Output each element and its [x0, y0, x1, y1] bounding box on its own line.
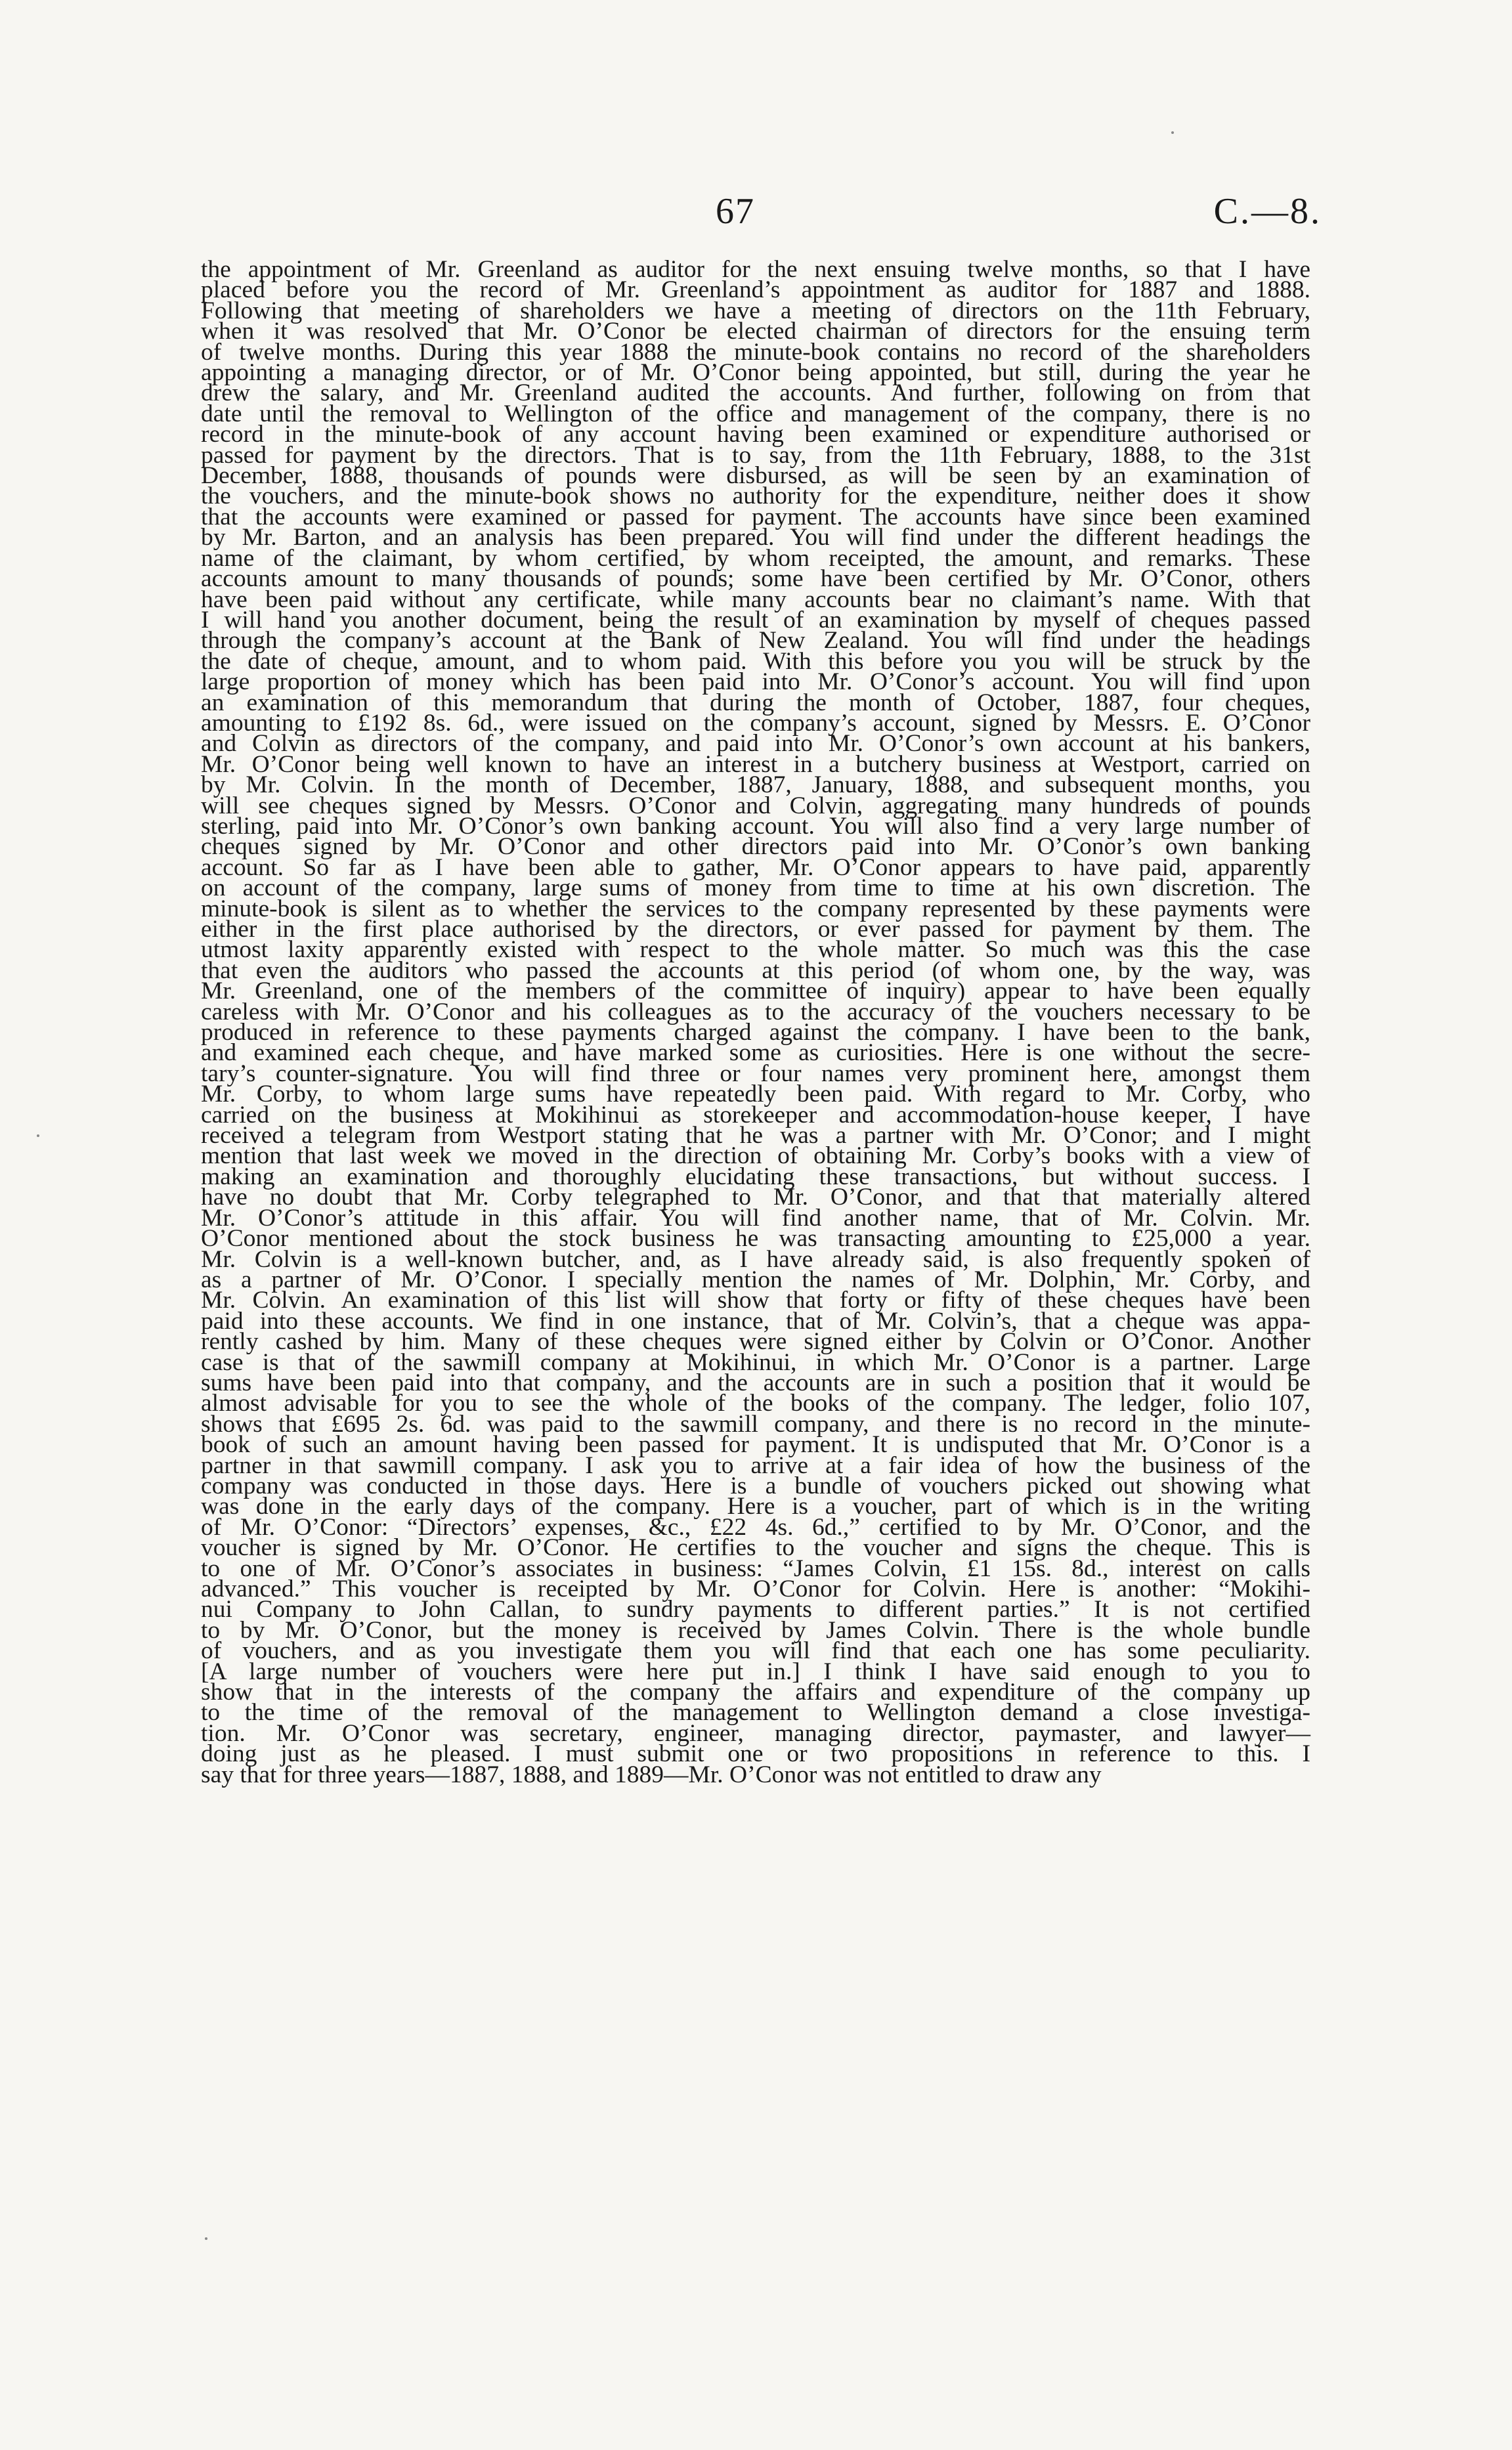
text-line: record in the minute-book of any account having been examined or expenditure authorised or: [201, 421, 1310, 448]
text-line: voucher is signed by Mr. O’Conor. He certifies to the voucher and signs the cheque. This is: [201, 1534, 1310, 1562]
text-line: have no doubt that Mr. Corby telegraphed to Mr. O’Conor, and that that materially altered: [201, 1184, 1310, 1211]
text-line: of Mr. O’Conor: “Directors’ expenses, &c., £22 4s. 6d.,” certified to by Mr. O’Conor, and the: [201, 1513, 1310, 1541]
text-line: drew the salary, and Mr. Greenland audited the accounts. And further, following on from that: [201, 379, 1310, 407]
text-line: that the accounts were examined or passed for payment. The accounts have since been examined: [201, 503, 1310, 530]
scan-speck: [37, 1134, 39, 1137]
text-line: utmost laxity apparently existed with respect to the whole matter. So much was this the case: [201, 936, 1310, 964]
text-line: account. So far as I have been able to gather, Mr. O’Conor appears to have paid, apparently: [201, 853, 1310, 881]
text-line: appointing a managing director, or of Mr. O’Conor being appointed, but still, during the year he: [201, 359, 1310, 387]
text-line: and Colvin as directors of the company, and paid into Mr. O’Conor’s own account at his bankers,: [201, 730, 1310, 758]
text-line: when it was resolved that Mr. O’Conor be elected chairman of directors for the ensuing term: [201, 318, 1310, 345]
text-line: I will hand you another document, being the result of an examination by myself of cheques passed: [201, 606, 1310, 634]
text-line: either in the first place authorised by the directors, or ever passed for payment by them. The: [201, 916, 1310, 943]
text-line: and examined each cheque, and have marked some as curiosities. Here is one without the secre-: [201, 1039, 1310, 1067]
text-line: sums have been paid into that company, and the accounts are in such a position that it would be: [201, 1369, 1310, 1396]
text-line: date until the removal to Wellington of the office and management of the company, there is no: [201, 400, 1310, 427]
text-line: Following that meeting of shareholders we have a meeting of directors on the 11th February,: [201, 297, 1310, 324]
text-line: [A large number of vouchers were here put in.] I think I have said enough to you to: [201, 1658, 1310, 1685]
text-line: of twelve months. During this year 1888 the minute-book contains no record of the shareholders: [201, 338, 1310, 366]
text-line: cheques signed by Mr. O’Conor and other directors paid into Mr. O’Conor’s own banking: [201, 833, 1310, 861]
text-line: to one of Mr. O’Conor’s associates in business: “James Colvin, £1 15s. 8d., interest on calls: [201, 1555, 1310, 1582]
text-line: Mr. O’Conor being well known to have an interest in a butchery business at Westport, carried on: [201, 750, 1310, 778]
text-line: the date of cheque, amount, and to whom paid. With this before you you will be struck by the: [201, 647, 1310, 675]
text-line: an examination of this memorandum that during the month of October, 1887, four cheques,: [201, 689, 1310, 716]
text-line: Mr. Colvin. An examination of this list will show that forty or fifty of these cheques have been: [201, 1287, 1310, 1314]
text-line: making an examination and thoroughly elucidating these transactions, but without success. I: [201, 1163, 1310, 1190]
body-text: [201, 256, 1310, 1788]
text-line: show that in the interests of the company the affairs and expenditure of the company up: [201, 1679, 1310, 1706]
text-line: by Mr. Colvin. In the month of December, 1887, January, 1888, and subsequent months, you: [201, 771, 1310, 799]
text-line: name of the claimant, by whom certified, by whom receipted, the amount, and remarks. These: [201, 544, 1310, 572]
text-line: was done in the early days of the company. Here is a voucher, part of which is in the writing: [201, 1493, 1310, 1520]
text-line: Mr. O’Conor’s attitude in this affair. You will find another name, that of Mr. Colvin. Mr.: [201, 1204, 1310, 1232]
scan-speck: [205, 2237, 207, 2240]
text-line: O’Conor mentioned about the stock business he was transacting amounting to £25,000 a year.: [201, 1225, 1310, 1253]
text-line: advanced.” This voucher is receipted by Mr. O’Conor for Colvin. Here is another: “Mokihi-: [201, 1576, 1310, 1602]
text-line: careless with Mr. O’Conor and his colleagues as to the accuracy of the vouchers necessary to be: [201, 998, 1310, 1025]
text-line: case is that of the sawmill company at Mokihinui, in which Mr. O’Conor is a partner. Large: [201, 1348, 1310, 1376]
text-line: the vouchers, and the minute-book shows no authority for the expenditure, neither does it show: [201, 483, 1310, 510]
text-line: large proportion of money which has been paid into Mr. O’Conor’s account. You will find upon: [201, 668, 1310, 696]
text-line: Mr. Greenland, one of the members of the committee of inquiry) appear to have been equally: [201, 978, 1310, 1005]
text-line: December, 1888, thousands of pounds were disbursed, as will be seen by an examination of: [201, 462, 1310, 490]
text-line: placed before you the record of Mr. Greenland’s appointment as auditor for 1887 and 1888.: [201, 276, 1310, 304]
text-line: shows that £695 2s. 6d. was paid to the sawmill company, and there is no record in the minute-: [201, 1410, 1310, 1438]
text-line: will see cheques signed by Messrs. O’Conor and Colvin, aggregating many hundreds of pounds: [201, 792, 1310, 819]
text-line: carried on the business at Mokihinui as storekeeper and accommodation-house keeper, I have: [201, 1101, 1310, 1128]
text-line: on account of the company, large sums of money from time to time at his own discretion. The: [201, 874, 1310, 902]
text-line: as a partner of Mr. O’Conor. I specially mention the names of Mr. Dolphin, Mr. Corby, and: [201, 1266, 1310, 1293]
text-line: by Mr. Barton, and an analysis has been prepared. You will find under the different headings the: [201, 524, 1310, 551]
text-line: to by Mr. O’Conor, but the money is received by James Colvin. There is the whole bundle: [201, 1616, 1310, 1644]
text-line: accounts amount to many thousands of pounds; some have been certified by Mr. O’Conor, others: [201, 565, 1310, 593]
text-line: tary’s counter-signature. You will find three or four names very prominent here, amongst them: [201, 1060, 1310, 1087]
text-line: produced in reference to these payments charged against the company. I have been to the bank,: [201, 1019, 1310, 1046]
text-line: Mr. Colvin is a well-known butcher, and, as I have already said, is also frequently spoken of: [201, 1245, 1310, 1273]
text-line: paid into these accounts. We find in one instance, that of Mr. Colvin’s, that a cheque was appa-: [201, 1307, 1310, 1335]
document-code: C.—8.: [1213, 191, 1322, 232]
text-line: doing just as he pleased. I must submit one or two propositions in reference to this. I: [201, 1740, 1310, 1768]
text-line: tion. Mr. O’Conor was secretary, engineer, managing director, paymaster, and lawyer—: [201, 1719, 1310, 1747]
text-line: mention that last week we moved in the direction of obtaining Mr. Corby’s books with a view of: [201, 1142, 1310, 1170]
text-line: to the time of the removal of the management to Wellington demand a close investiga-: [201, 1699, 1310, 1727]
text-line: amounting to £192 8s. 6d., were issued on the company’s account, signed by Messrs. E. O’Conor: [201, 709, 1310, 737]
text-line: say that for three years—1887, 1888, and 1889—Mr. O’Conor was not entitled to draw any: [201, 1761, 1102, 1788]
text-line: rently cashed by him. Many of these cheques were signed either by Colvin or O’Conor. Another: [201, 1328, 1310, 1356]
text-line: received a telegram from Westport stating that he was a partner with Mr. O’Conor; and I might: [201, 1122, 1310, 1150]
text-line: the appointment of Mr. Greenland as auditor for the next ensuing twelve months, so that I have: [201, 256, 1310, 283]
text-line: Mr. Corby, to whom large sums have repeatedly been paid. With regard to Mr. Corby, who: [201, 1081, 1310, 1108]
page-number: 67: [716, 191, 755, 232]
text-line: minute-book is silent as to whether the services to the company represented by these payments were: [201, 895, 1310, 922]
text-line: sterling, paid into Mr. O’Conor’s own banking account. You will also find a very large number of: [201, 812, 1310, 840]
text-line: company was conducted in those days. Here is a bundle of vouchers picked out showing what: [201, 1472, 1310, 1499]
text-line: through the company’s account at the Bank of New Zealand. You will find under the headings: [201, 627, 1310, 655]
text-line: book of such an amount having been passed for payment. It is undisputed that Mr. O’Conor is a: [201, 1431, 1310, 1459]
text-line: partner in that sawmill company. I ask you to arrive at a fair idea of how the business of the: [201, 1451, 1310, 1479]
text-line: almost advisable for you to see the whole of the books of the company. The ledger, folio 107,: [201, 1390, 1310, 1417]
text-line: of vouchers, and as you investigate them you will find that each one has some peculiarity.: [201, 1637, 1310, 1665]
scan-speck: [1171, 131, 1174, 134]
text-line: passed for payment by the directors. That is to say, from the 11th February, 1888, to the 31st: [201, 441, 1310, 469]
text-line: that even the auditors who passed the accounts at this period (of whom one, by the way, was: [201, 956, 1310, 984]
text-line: nui Company to John Callan, to sundry payments to different parties.” It is not certified: [201, 1596, 1310, 1623]
text-line: have been paid without any certificate, while many accounts bear no claimant’s name. With that: [201, 586, 1310, 613]
